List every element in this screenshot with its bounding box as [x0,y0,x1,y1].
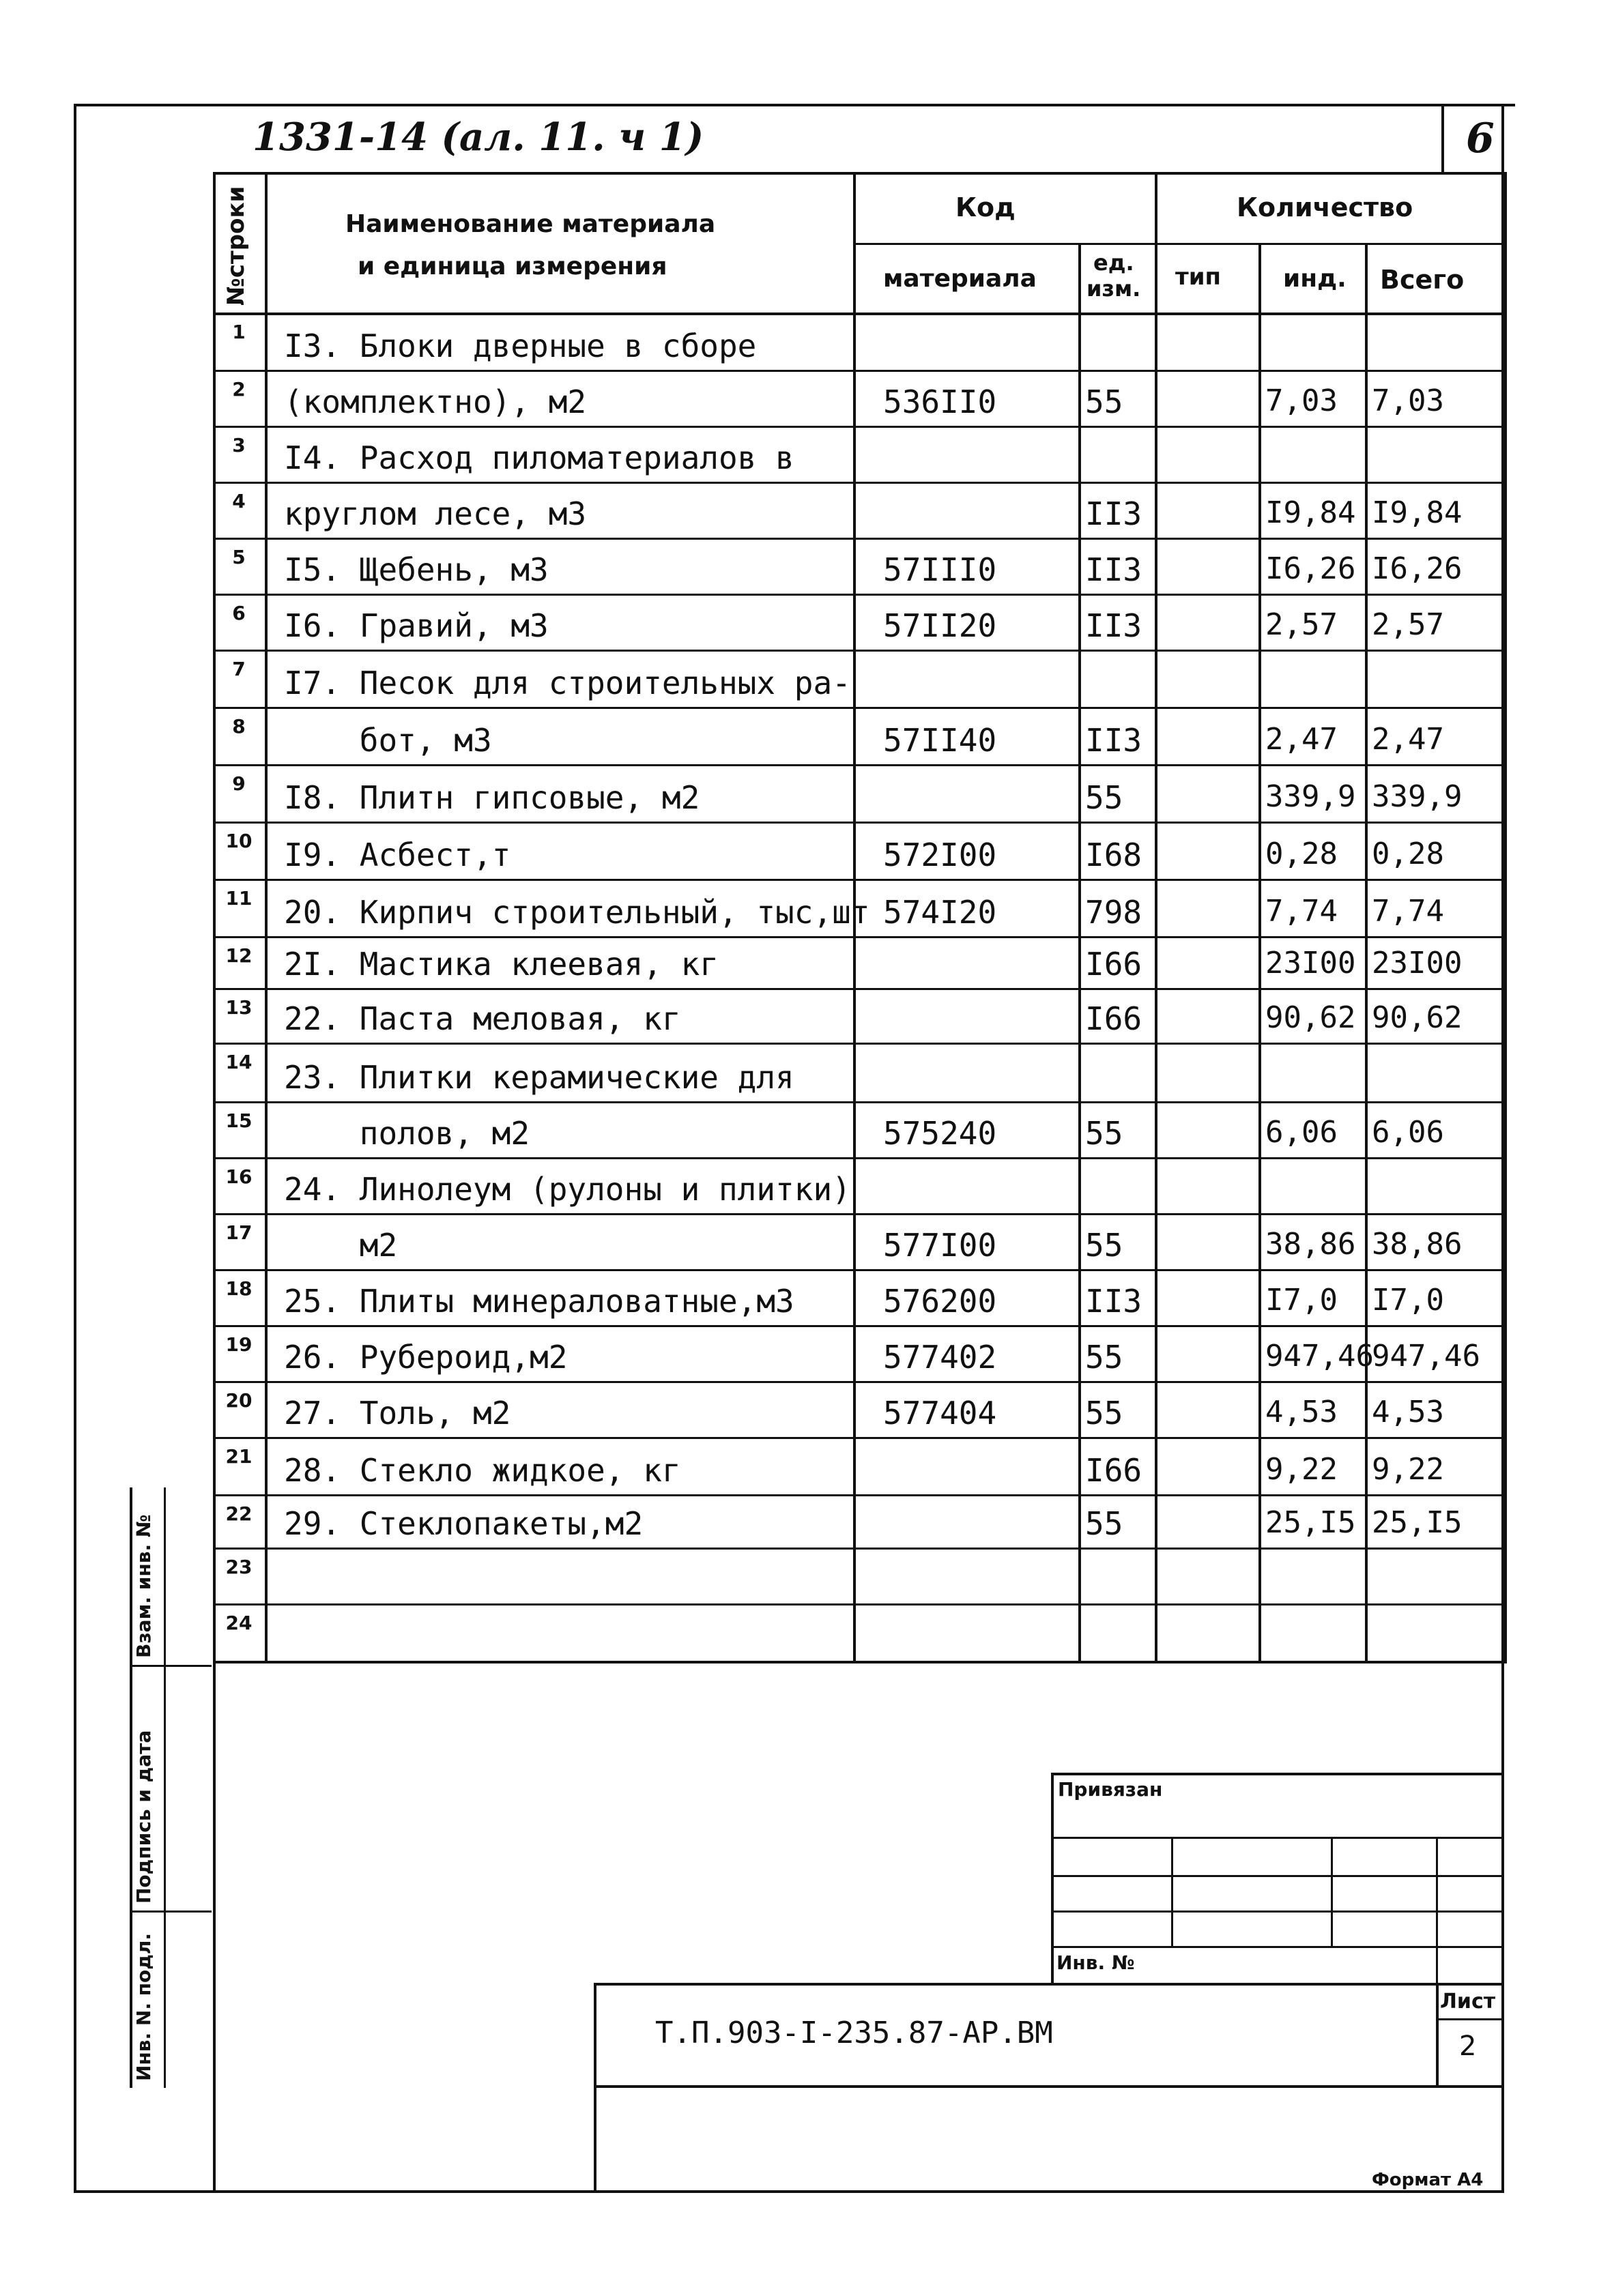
row-number: 6 [232,602,246,624]
row-material-name: бот, м3 [284,722,492,759]
row-number: 18 [225,1277,253,1300]
table-row-line [213,1494,1507,1496]
row-qty-total: I6,26 [1372,551,1463,586]
row-qty-total: 0,28 [1372,837,1444,871]
row-qty-total: 38,86 [1372,1227,1463,1262]
row-material-code: 57II20 [883,607,997,644]
row-qty-ind: 4,53 [1265,1395,1338,1429]
titleblock-sheet-divider [1436,1983,1439,2085]
table-row-line [213,936,1507,938]
row-material-name: I8. Плитн гипсовые, м2 [284,779,700,816]
row-material-name: I6. Гравий, м3 [284,607,549,644]
row-qty-ind: 38,86 [1265,1227,1356,1262]
row-qty-total: 339,9 [1372,779,1463,814]
table-row-line [213,879,1507,881]
row-unit-code: 798 [1085,894,1142,931]
table-row-line [213,988,1507,990]
row-qty-total: 7,03 [1372,383,1444,418]
row-unit-code: I66 [1085,946,1142,983]
header-name-line2: и единица измерения [358,252,667,280]
row-qty-total: I9,84 [1372,495,1463,530]
row-material-name: 26. Рубероид,м2 [284,1339,568,1376]
row-qty-ind: 6,06 [1265,1115,1338,1150]
row-material-code: 57III0 [883,551,997,588]
stamp-vline-3 [1436,1837,1438,1984]
row-material-name: 29. Стеклопакеты,м2 [284,1505,644,1542]
row-material-code: 572I00 [883,837,997,873]
row-qty-ind: I9,84 [1265,495,1356,530]
row-qty-ind: 339,9 [1265,779,1356,814]
row-qty-total: 4,53 [1372,1395,1444,1429]
table-row-line [213,426,1507,428]
table-bottom-line [213,1661,1507,1663]
page-corner-number: 6 [1466,115,1495,162]
row-number: 3 [232,434,246,456]
side-label-inv-orig: Инв. N. подл. [132,1932,155,2081]
row-qty-total: 9,22 [1372,1452,1444,1487]
row-qty-total: 947,46 [1372,1339,1480,1374]
row-material-name: 28. Стекло жидкое, кг [284,1452,681,1489]
header-qty-group: Количество [1237,192,1413,222]
titleblock-sheet-line [1436,2018,1504,2020]
row-unit-code: II3 [1085,607,1142,644]
side-label-vzam: Взам. инв. № [132,1514,155,1658]
header-code-material: материала [883,265,1037,293]
row-number: 4 [232,490,246,512]
row-material-code: 576200 [883,1283,997,1320]
header-code-unit-2: изм. [1086,276,1141,302]
row-material-name: (комплектно), м2 [284,383,587,420]
row-qty-ind: 23I00 [1265,946,1356,980]
row-qty-ind: I6,26 [1265,551,1356,586]
row-material-code: 575240 [883,1115,997,1152]
stamp-vline-2 [1331,1837,1333,1946]
row-material-code: 577402 [883,1339,997,1376]
row-unit-code: 55 [1085,1115,1123,1152]
row-material-name: 24. Линолеум (рулоны и плитки) [284,1171,851,1208]
row-material-name: 20. Кирпич строительный, тыс,шт [284,894,870,931]
row-material-name: I7. Песок для строительных ра- [284,665,851,701]
row-qty-total: 23I00 [1372,946,1463,980]
row-material-name: 22. Паста меловая, кг [284,1000,681,1037]
row-qty-ind: 9,22 [1265,1452,1338,1487]
row-qty-ind: 2,57 [1265,607,1338,642]
document-code: Т.П.903-I-235.87-АР.ВМ [655,2016,1053,2050]
row-unit-code: 55 [1085,383,1123,420]
row-number: 17 [225,1221,253,1244]
header-code-unit-1: ед. [1093,250,1134,276]
row-material-name: I3. Блоки дверные в сборе [284,328,757,364]
row-unit-code: I66 [1085,1000,1142,1037]
row-unit-code: 55 [1085,1395,1123,1432]
row-qty-ind: 947,46 [1265,1339,1374,1374]
row-material-name: 25. Плиты минераловатные,м3 [284,1283,794,1320]
row-qty-total: 7,74 [1372,894,1444,929]
table-row-line [213,482,1507,484]
table-vline-5 [1258,243,1261,1661]
header-qty-total: Всего [1380,265,1465,295]
row-number: 7 [232,658,246,680]
row-material-name: м2 [284,1227,398,1264]
sheet-number: 2 [1459,2031,1477,2062]
table-row-line [213,1269,1507,1271]
row-qty-ind: 7,74 [1265,894,1338,929]
format-label: Формат А4 [1372,2170,1484,2190]
row-number: 16 [225,1165,253,1188]
table-row-line [213,1213,1507,1215]
table-header-mid-line [853,243,1507,245]
row-unit-code: I68 [1085,837,1142,873]
row-unit-code: 55 [1085,1339,1123,1376]
stamp-inv-label: Инв. № [1056,1951,1135,1974]
row-unit-code: II3 [1085,551,1142,588]
table-row-line [213,594,1507,596]
sheet-label: Лист [1440,1990,1496,2014]
row-number: 2 [232,378,246,401]
row-qty-ind: 7,03 [1265,383,1338,418]
table-row-line [213,538,1507,540]
table-row-line [213,1603,1507,1605]
row-material-name: круглом лесе, м3 [284,495,587,532]
row-number: 14 [225,1051,253,1073]
row-unit-code: 55 [1085,779,1123,816]
table-row-line [213,1437,1507,1439]
row-unit-code: II3 [1085,495,1142,532]
row-number: 22 [225,1502,253,1525]
side-block-divider-1 [130,1665,212,1667]
row-material-name: полов, м2 [284,1115,530,1152]
header-qty-ind: инд. [1283,265,1347,293]
table-row-line [213,1157,1507,1159]
row-unit-code: I66 [1085,1452,1142,1489]
table-row-line [213,764,1507,766]
row-unit-code: 55 [1085,1227,1123,1264]
row-material-name: I4. Расход пиломатериалов в [284,439,794,476]
row-material-name: 2I. Мастика клеевая, кг [284,946,719,983]
table-top-line [213,172,1507,175]
table-row-line [213,822,1507,824]
row-qty-total: 2,57 [1372,607,1444,642]
row-number: 24 [225,1612,253,1634]
row-number: 10 [225,830,253,852]
table-row-line [213,370,1507,372]
row-number: 19 [225,1333,253,1356]
row-qty-ind: 0,28 [1265,837,1338,871]
header-code-group: Код [955,192,1016,222]
row-qty-total: 6,06 [1372,1115,1444,1150]
row-qty-ind: I7,0 [1265,1283,1338,1318]
row-qty-total: 25,I5 [1372,1505,1463,1540]
table-row-line [213,1325,1507,1327]
row-qty-total: 2,47 [1372,722,1444,757]
row-number: 5 [232,546,246,568]
row-material-code: 574I20 [883,894,997,931]
table-row-line [213,1381,1507,1383]
row-qty-ind: 25,I5 [1265,1505,1356,1540]
row-unit-code: 55 [1085,1505,1123,1542]
stamp-vline-1 [1171,1837,1173,1946]
table-header-bottom-line [213,313,1507,315]
table-row-line [213,1547,1507,1550]
side-block-divider-2 [130,1910,212,1913]
stamp-linked-label: Привязан [1058,1778,1163,1801]
table-vline-3 [1078,243,1081,1661]
row-material-code: 57II40 [883,722,997,759]
titleblock-top-line [594,1983,1504,1986]
side-block-mid-line [164,1487,166,2088]
stamp-top-line [1051,1773,1504,1775]
row-qty-ind: 90,62 [1265,1000,1356,1035]
row-material-name: 27. Толь, м2 [284,1395,511,1432]
row-number: 11 [225,887,253,910]
row-number: 23 [225,1556,253,1578]
table-row-line [213,1101,1507,1103]
row-number: 8 [232,715,246,738]
row-material-name: 23. Плитки керамические для [284,1059,794,1096]
table-row-line [213,650,1507,652]
row-number: 21 [225,1445,253,1468]
side-label-sign-date: Подпись и дата [132,1730,155,1904]
row-number: 13 [225,996,253,1019]
row-number: 20 [225,1389,253,1412]
table-row-line [213,707,1507,709]
table-vline-6 [1365,243,1368,1661]
header-rows-label: №строки [222,186,250,306]
row-unit-code: II3 [1085,722,1142,759]
row-material-name: I9. Асбест,т [284,837,511,873]
row-material-code: 577I00 [883,1227,997,1264]
lower-area-left-line [213,1661,216,2192]
handwritten-reference: 1331-14 (ал. 11. ч 1) [253,115,704,160]
stamp-left-line [1051,1773,1054,1984]
row-number: 12 [225,944,253,967]
row-number: 1 [232,321,246,343]
row-material-code: 577404 [883,1395,997,1432]
row-material-name: I5. Щебень, м3 [284,551,549,588]
header-name-line1: Наименование материала [345,210,716,238]
header-qty-type: тип [1175,263,1222,291]
row-qty-total: 90,62 [1372,1000,1463,1035]
table-row-line [213,1043,1507,1045]
row-number: 15 [225,1109,253,1132]
row-unit-code: II3 [1085,1283,1142,1320]
row-material-code: 536II0 [883,383,997,420]
row-qty-ind: 2,47 [1265,722,1338,757]
row-number: 9 [232,772,246,795]
row-qty-total: I7,0 [1372,1283,1444,1318]
titleblock-bottom-line [594,2085,1504,2088]
